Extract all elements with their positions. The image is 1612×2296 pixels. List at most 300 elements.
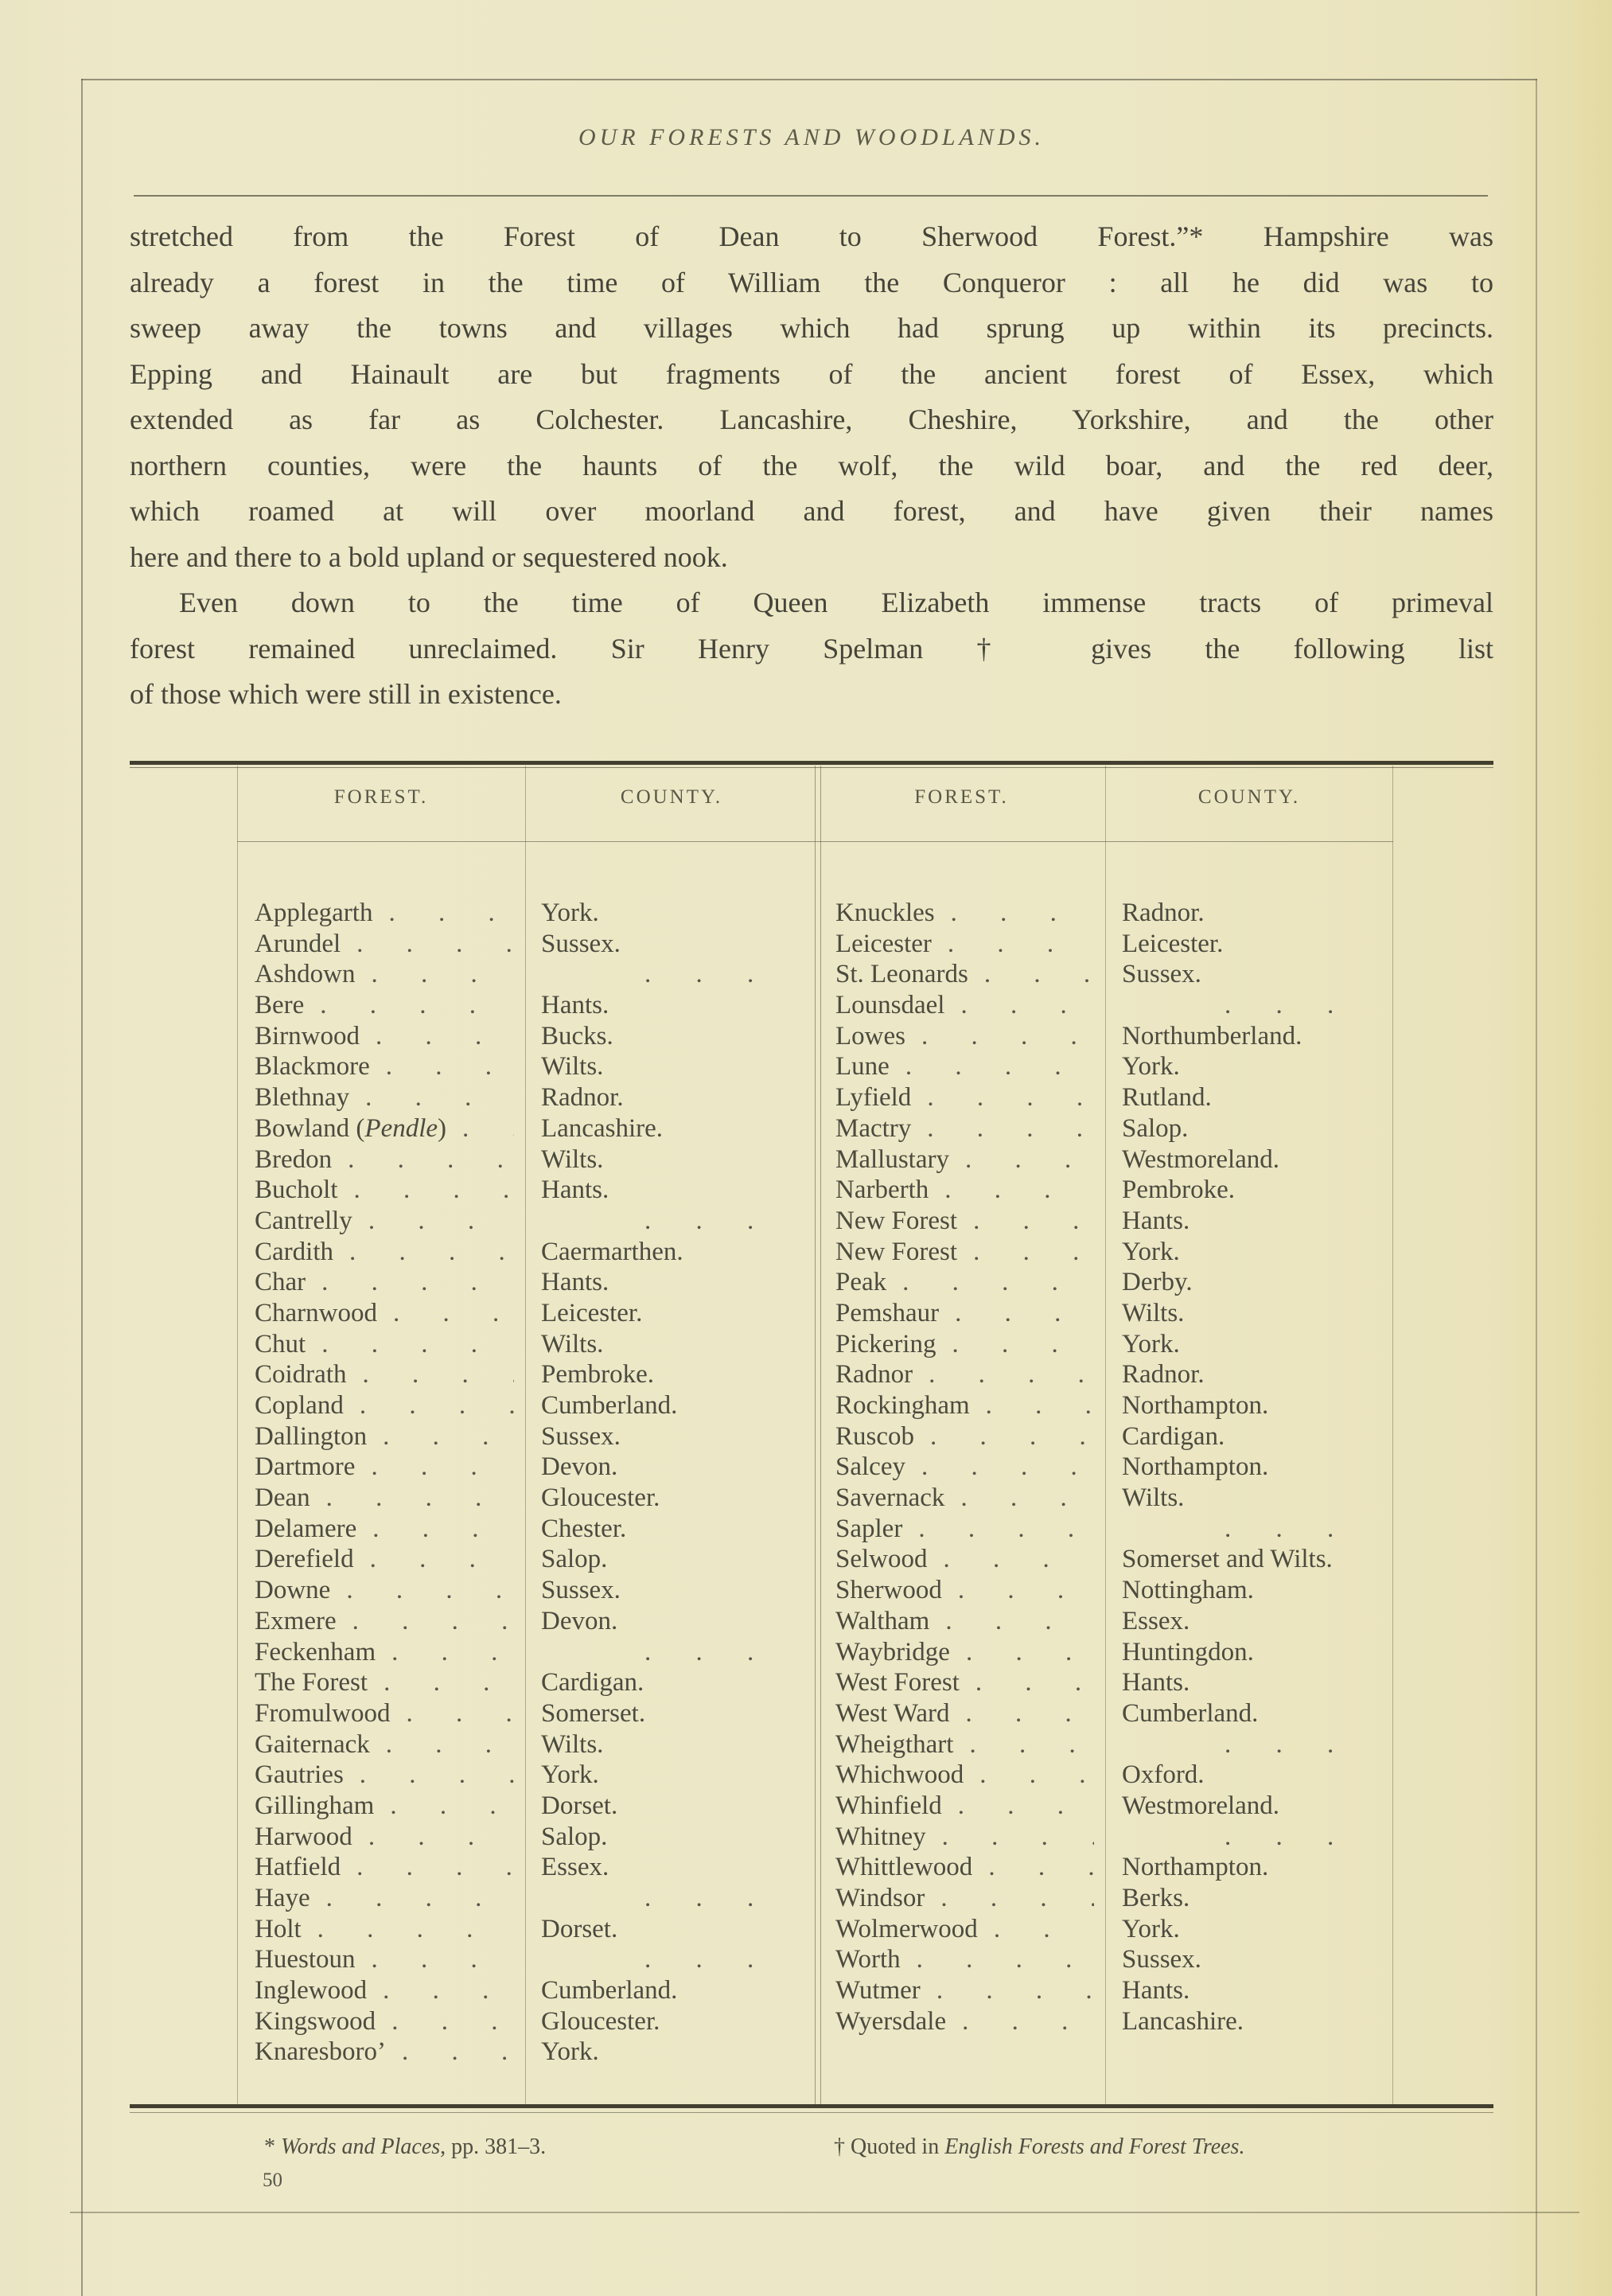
county-cell: . . . xyxy=(644,1884,754,1912)
county-cell: Radnor. xyxy=(1122,899,1205,927)
forest-name: Lyfield xyxy=(835,1083,912,1113)
dot-leader xyxy=(372,959,514,990)
table-header-row xyxy=(237,786,1393,809)
forest-name: Savernack xyxy=(835,1483,945,1513)
footnote-right xyxy=(834,2134,1244,2160)
county-cell: Hants. xyxy=(1122,1668,1190,1698)
forest-cell xyxy=(237,1452,525,1483)
county-cell: York. xyxy=(541,1760,599,1790)
county-cell: Derby. xyxy=(1122,1268,1193,1297)
text-line: forest remained unreclaimed. Sir Henry Spelman † gives the following list xyxy=(130,632,1493,665)
forest-cell xyxy=(237,1267,525,1298)
county-cell: Dorset. xyxy=(541,1791,618,1820)
county-cell: Cardigan. xyxy=(1122,1421,1225,1451)
county-cell: Northampton. xyxy=(1122,1452,1269,1482)
table-body xyxy=(237,898,1393,2068)
table-row xyxy=(237,1667,1393,1698)
table-row xyxy=(237,1944,1393,1975)
footnote-left xyxy=(264,2134,546,2160)
table-row xyxy=(237,1452,1393,1483)
county-cell: . . . xyxy=(644,960,754,989)
footnote-segment: , pp. 381–3. xyxy=(440,2134,547,2159)
table-row xyxy=(237,1483,1393,1514)
forest-cell xyxy=(237,1544,525,1575)
county-cell: Sussex. xyxy=(1122,960,1201,989)
dot-leader xyxy=(952,1329,1094,1360)
county-cell: Nottingham. xyxy=(1122,1576,1254,1605)
dot-leader xyxy=(965,1698,1094,1729)
forest-name: Downe xyxy=(255,1576,331,1605)
dot-leader xyxy=(371,1452,514,1483)
dot-leader xyxy=(376,1021,514,1052)
county-cell: Cumberland. xyxy=(541,1976,678,2006)
forest-name: Fromulwood xyxy=(255,1698,391,1728)
county-cell: Cumberland. xyxy=(541,1391,678,1420)
table-row xyxy=(237,1359,1393,1390)
table-row xyxy=(237,959,1393,990)
forest-name: Char xyxy=(255,1268,306,1297)
forest-cell xyxy=(237,1667,525,1698)
dot-leader xyxy=(973,1206,1094,1237)
dot-leader xyxy=(979,1760,1094,1791)
forest-name: Wyersdale xyxy=(835,2006,947,2036)
county-cell: Cumberland. xyxy=(1122,1698,1259,1728)
forest-name: Knuckles xyxy=(835,899,935,927)
forest-name: Lowes xyxy=(835,1021,905,1051)
forest-cell xyxy=(818,1390,1105,1421)
forest-cell xyxy=(237,2006,525,2037)
column-header-forest-1: FOREST. xyxy=(333,786,429,808)
table-row xyxy=(237,1975,1393,2006)
forest-name: Kingswood xyxy=(255,2006,376,2036)
dot-leader xyxy=(921,1021,1094,1052)
text-line: sweep away the towns and villages which had sprung up within its precincts. xyxy=(130,312,1493,344)
dot-leader xyxy=(391,1637,514,1668)
text-line: Even down to the time of Queen Elizabeth immense tracts of primeval xyxy=(179,587,1493,618)
county-cell: Chester. xyxy=(541,1514,627,1543)
dot-leader xyxy=(360,1390,514,1421)
table-row xyxy=(237,1390,1393,1421)
dot-leader xyxy=(356,929,514,960)
dot-leader xyxy=(994,1914,1094,1945)
county-cell: Hants. xyxy=(541,1175,609,1205)
table-row xyxy=(237,1329,1393,1360)
forest-cell xyxy=(818,959,1105,990)
forest-cell xyxy=(818,990,1105,1021)
county-cell: Devon. xyxy=(541,1452,618,1482)
forest-name: New Forest xyxy=(835,1206,958,1235)
dot-leader xyxy=(383,1975,514,2006)
forest-cell xyxy=(237,1298,525,1329)
forest-cell xyxy=(237,1390,525,1421)
forest-name: Sapler xyxy=(835,1514,903,1543)
forest-cell xyxy=(818,1667,1105,1698)
dot-leader xyxy=(372,1944,515,1975)
county-cell: Devon. xyxy=(541,1606,618,1635)
forest-name: Derefield xyxy=(255,1545,354,1574)
forest-cell xyxy=(237,1359,525,1390)
table-row xyxy=(237,1175,1393,1206)
forest-name: Knaresboro’ xyxy=(255,2037,386,2067)
forest-cell xyxy=(237,1175,525,1206)
forest-cell xyxy=(237,1914,525,1945)
forest-cell xyxy=(818,1637,1105,1668)
dot-leader xyxy=(927,1113,1094,1144)
county-cell: Radnor. xyxy=(1122,1360,1205,1390)
column-header-forest-2: FOREST. xyxy=(914,786,1009,808)
dot-leader xyxy=(973,1237,1094,1268)
dot-leader xyxy=(955,1298,1094,1329)
column-header-county-1: COUNTY. xyxy=(620,786,723,808)
forest-cell xyxy=(237,1483,525,1514)
dot-leader xyxy=(388,898,514,929)
forest-name: West Ward xyxy=(835,1698,950,1728)
forest-cell xyxy=(818,1883,1105,1914)
forest-cell xyxy=(237,1944,525,1975)
county-cell: Hants. xyxy=(541,991,609,1020)
county-cell: Hants. xyxy=(1122,1206,1190,1235)
forest-name: Delamere xyxy=(255,1514,357,1543)
county-cell: Oxford. xyxy=(1122,1760,1205,1790)
forest-cell xyxy=(237,1791,525,1822)
county-cell: Sussex. xyxy=(1122,1945,1201,1974)
forest-cell xyxy=(237,1206,525,1237)
county-cell: Northampton. xyxy=(1122,1391,1269,1420)
page-bottom-edge-rule xyxy=(70,2212,1579,2213)
forest-cell xyxy=(237,1113,525,1144)
footnote-segment: † Quoted in xyxy=(834,2134,945,2159)
county-cell: Wilts. xyxy=(541,1329,604,1358)
forest-cell xyxy=(818,1822,1105,1853)
forest-name: Mactry xyxy=(835,1113,912,1143)
text-line: here and there to a bold upland or sequestered nook. xyxy=(130,540,728,573)
county-cell: York. xyxy=(1122,1914,1180,1943)
county-cell: Lancashire. xyxy=(1122,2006,1244,2036)
dot-leader xyxy=(393,1298,514,1329)
dot-leader xyxy=(930,1421,1094,1452)
forest-cell xyxy=(818,1175,1105,1206)
dot-leader xyxy=(383,1421,514,1452)
table-row xyxy=(237,1883,1393,1914)
county-cell: Wilts. xyxy=(541,1729,604,1759)
forest-cell xyxy=(237,990,525,1021)
forest-cell xyxy=(818,1852,1105,1883)
dot-leader xyxy=(984,959,1094,990)
table-row xyxy=(237,1206,1393,1237)
forest-cell xyxy=(237,929,525,960)
table-row xyxy=(237,1514,1393,1545)
forest-cell xyxy=(818,1359,1105,1390)
county-cell: Wilts. xyxy=(541,1144,604,1174)
dot-leader xyxy=(317,1914,514,1945)
county-cell: Salop. xyxy=(541,1822,608,1851)
forest-cell xyxy=(818,2037,1105,2068)
dot-leader xyxy=(962,2006,1094,2037)
county-cell: Dorset. xyxy=(541,1914,618,1943)
county-cell: York. xyxy=(1122,1329,1180,1358)
forest-cell xyxy=(237,1575,525,1606)
dot-leader xyxy=(384,1667,514,1698)
forest-name: Gaiternack xyxy=(255,1729,370,1759)
forest-name: St. Leonards xyxy=(835,960,968,989)
forest-name: Whittlewood xyxy=(835,1853,973,1882)
county-cell: Lancashire. xyxy=(541,1113,663,1143)
forest-name: Chut xyxy=(255,1329,306,1358)
forest-name: Whinfield xyxy=(835,1791,942,1820)
forest-name: Gillingham xyxy=(255,1791,375,1820)
table-row xyxy=(237,1144,1393,1175)
table-row xyxy=(237,1267,1393,1298)
forest-name: Inglewood xyxy=(255,1976,368,2006)
table-row xyxy=(237,1852,1393,1883)
forest-name: Bere xyxy=(255,991,305,1020)
county-cell: . . . xyxy=(1225,1822,1334,1851)
table-row xyxy=(237,1113,1393,1144)
forest-cell xyxy=(818,1051,1105,1082)
paragraph xyxy=(130,580,1493,718)
forest-name: Blethnay xyxy=(255,1083,350,1113)
forest-cell xyxy=(237,1637,525,1668)
forest-name: Applegarth xyxy=(255,899,373,927)
forest-name: West Forest xyxy=(835,1668,960,1698)
forest-name: Coidrath xyxy=(255,1360,347,1390)
dot-leader xyxy=(966,1637,1094,1668)
forest-cell xyxy=(237,959,525,990)
forest-cell xyxy=(237,1606,525,1637)
forest-cell xyxy=(818,929,1105,960)
table-row xyxy=(237,898,1393,929)
dot-leader xyxy=(905,1051,1094,1082)
table-row xyxy=(237,1822,1393,1853)
county-cell: Bucks. xyxy=(541,1021,613,1051)
dot-leader xyxy=(368,1206,514,1237)
body-text xyxy=(130,214,1493,718)
county-cell: Sussex. xyxy=(541,929,621,958)
forest-cell xyxy=(818,1113,1105,1144)
forest-name: Selwood xyxy=(835,1545,928,1574)
county-cell: Wilts. xyxy=(1122,1298,1185,1327)
forest-cell xyxy=(237,1698,525,1729)
county-cell: Leicester. xyxy=(1122,929,1224,958)
dot-leader xyxy=(320,990,514,1021)
forest-cell xyxy=(818,1514,1105,1545)
running-head-rule xyxy=(134,195,1488,197)
dot-leader xyxy=(352,1606,514,1637)
forest-cell xyxy=(237,1975,525,2006)
table-row xyxy=(237,1298,1393,1329)
forest-cell xyxy=(818,1298,1105,1329)
dot-leader xyxy=(326,1483,514,1514)
forest-cell xyxy=(818,1144,1105,1175)
county-cell: Wilts. xyxy=(541,1052,604,1082)
county-cell: Somerset. xyxy=(541,1698,646,1728)
forest-cell xyxy=(237,1760,525,1791)
forest-cell xyxy=(818,1975,1105,2006)
dot-leader xyxy=(918,1514,1094,1545)
county-cell: York. xyxy=(541,2037,599,2067)
forest-cell xyxy=(818,1267,1105,1298)
forest-cell xyxy=(237,1082,525,1113)
page-frame-left-rule xyxy=(81,79,83,2296)
forest-name: Exmere xyxy=(255,1606,337,1635)
county-cell xyxy=(1105,2037,1393,2068)
county-cell: Sussex. xyxy=(541,1421,621,1451)
county-cell: Hants. xyxy=(541,1268,609,1297)
forest-cell xyxy=(237,898,525,929)
table-row xyxy=(237,1637,1393,1668)
forest-name: Huestoun xyxy=(255,1945,356,1974)
forest-cell xyxy=(237,1021,525,1052)
dot-leader xyxy=(391,2006,514,2037)
dot-leader xyxy=(402,2037,514,2068)
county-cell: . . . xyxy=(1225,1514,1334,1543)
county-cell: Wilts. xyxy=(1122,1483,1185,1513)
dot-leader xyxy=(356,1852,514,1883)
forest-name: Copland xyxy=(255,1391,344,1420)
table-row xyxy=(237,1051,1393,1082)
forest-name: Bowland (Pendle) xyxy=(255,1113,447,1143)
county-cell: Rutland. xyxy=(1122,1083,1212,1113)
forest-name: Ruscob xyxy=(835,1421,914,1451)
footnote-segment: * xyxy=(264,2134,281,2159)
forest-cell xyxy=(818,1421,1105,1452)
forest-name: Salcey xyxy=(835,1452,905,1482)
dot-leader xyxy=(407,1698,514,1729)
forest-name: Birnwood xyxy=(255,1021,360,1051)
dot-leader xyxy=(940,1883,1094,1914)
page-frame-right-rule xyxy=(1536,79,1537,2296)
table-row xyxy=(237,1606,1393,1637)
county-cell: . . . xyxy=(644,1637,754,1666)
county-cell: Leicester. xyxy=(541,1298,643,1327)
dot-leader xyxy=(951,898,1094,929)
county-cell: Northampton. xyxy=(1122,1853,1269,1882)
table-row xyxy=(237,929,1393,960)
forest-cell xyxy=(818,1575,1105,1606)
forest-cell xyxy=(818,1760,1105,1791)
forest-name: Gautries xyxy=(255,1760,344,1790)
forest-cell xyxy=(237,1514,525,1545)
forest-name: Lounsdael xyxy=(835,991,945,1020)
dot-leader xyxy=(948,929,1094,960)
county-cell: . . . xyxy=(1225,1729,1334,1759)
table-row xyxy=(237,990,1393,1021)
forest-name: Wheigthart xyxy=(835,1729,954,1759)
forest-name: Wolmerwood xyxy=(835,1914,978,1943)
county-cell: Cardigan. xyxy=(541,1668,644,1698)
county-cell: Sussex. xyxy=(541,1576,621,1605)
table-row xyxy=(237,2037,1393,2068)
forest-name: Radnor xyxy=(835,1360,913,1390)
dot-leader xyxy=(346,1575,514,1606)
table-row xyxy=(237,1698,1393,1729)
table-bottom-rule-thin xyxy=(130,2112,1493,2113)
text-line: which roamed at will over moorland and forest, and have given their names xyxy=(130,495,1493,527)
forest-name: Sherwood xyxy=(835,1576,942,1605)
forest-name: Peak xyxy=(835,1268,887,1297)
forest-cell xyxy=(818,1914,1105,1945)
dot-leader xyxy=(986,1390,1094,1421)
forest-name: Windsor xyxy=(835,1884,925,1912)
dot-leader xyxy=(386,1051,514,1082)
forest-cell xyxy=(818,1944,1105,1975)
forest-name: Cantrelly xyxy=(255,1206,352,1235)
forest-cell xyxy=(818,2006,1105,2037)
forest-cell xyxy=(237,1852,525,1883)
county-cell: Pembroke. xyxy=(541,1360,655,1390)
county-cell: Westmoreland. xyxy=(1122,1144,1280,1174)
forest-name: Whitney xyxy=(835,1822,926,1851)
forest-name: Bredon xyxy=(255,1144,333,1174)
footnote-segment: Words and Places xyxy=(281,2134,441,2159)
forest-name: Leicester xyxy=(835,929,932,958)
forest-name: Pickering xyxy=(835,1329,936,1358)
dot-leader xyxy=(349,1237,514,1268)
text-line: stretched from the Forest of Dean to Sherwood Forest.”* Hampshire was xyxy=(130,220,1493,252)
dot-leader xyxy=(386,1729,514,1760)
forest-cell xyxy=(818,898,1105,929)
county-cell: York. xyxy=(1122,1052,1180,1082)
county-cell: Salop. xyxy=(541,1545,608,1574)
forest-name: Blackmore xyxy=(255,1052,370,1082)
dot-leader xyxy=(945,1606,1094,1637)
dot-leader xyxy=(965,1144,1094,1175)
dot-leader xyxy=(988,1852,1094,1883)
dot-leader xyxy=(462,1113,514,1144)
forest-cell xyxy=(818,1082,1105,1113)
dot-leader xyxy=(365,1082,514,1113)
dot-leader xyxy=(390,1791,514,1822)
forest-cell xyxy=(818,1329,1105,1360)
forest-name: Worth xyxy=(835,1945,901,1974)
dot-leader xyxy=(368,1822,514,1853)
forest-cell xyxy=(237,1237,525,1268)
forest-name: Arundel xyxy=(255,929,341,958)
footnote-segment: English Forests and Forest Trees. xyxy=(944,2134,1245,2159)
dot-leader xyxy=(942,1822,1094,1853)
page-frame-top-rule xyxy=(81,79,1537,80)
county-cell: Huntingdon. xyxy=(1122,1637,1254,1666)
dot-leader xyxy=(348,1144,514,1175)
county-cell: Gloucester. xyxy=(541,1483,660,1513)
table-row xyxy=(237,1021,1393,1052)
county-cell: Somerset and Wilts. xyxy=(1122,1545,1333,1574)
forest-name: Rockingham xyxy=(835,1391,970,1420)
county-cell: Salop. xyxy=(1122,1113,1189,1143)
table-row xyxy=(237,2006,1393,2037)
dot-leader xyxy=(958,1575,1094,1606)
dot-leader xyxy=(360,1760,514,1791)
table-row xyxy=(237,1421,1393,1452)
dot-leader xyxy=(370,1544,514,1575)
forest-cell xyxy=(237,1144,525,1175)
text-line: already a forest in the time of William the Conqueror : all he did was to xyxy=(130,266,1493,298)
forest-cell xyxy=(237,1729,525,1760)
table-row xyxy=(237,1791,1393,1822)
county-cell: York. xyxy=(541,899,599,927)
dot-leader xyxy=(944,1544,1095,1575)
forest-cell xyxy=(818,1206,1105,1237)
forest-cell xyxy=(818,1606,1105,1637)
forest-name: Waltham xyxy=(835,1606,930,1635)
forest-name: Lune xyxy=(835,1052,890,1082)
table-row xyxy=(237,1760,1393,1791)
forest-cell xyxy=(818,1452,1105,1483)
text-line: Epping and Hainault are but fragments of the ancient forest of Essex, which xyxy=(130,357,1493,390)
forest-name: New Forest xyxy=(835,1237,958,1266)
dot-leader xyxy=(321,1267,514,1298)
forest-name: Narberth xyxy=(835,1175,929,1205)
